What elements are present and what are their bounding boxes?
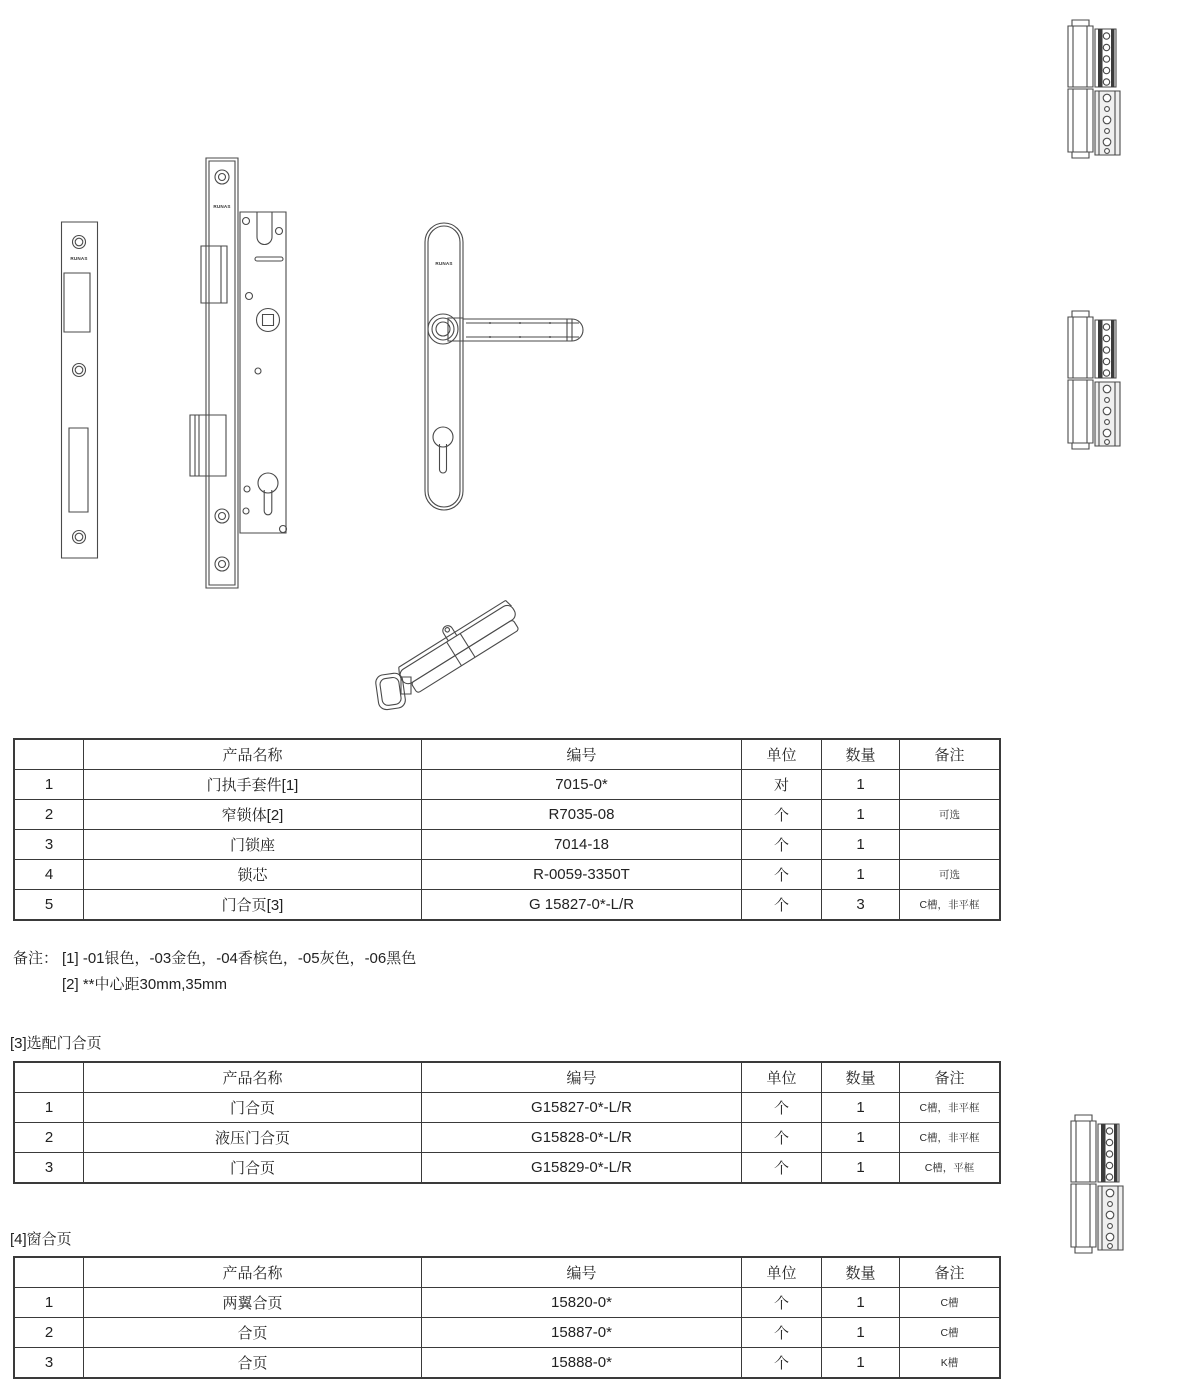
table-row [14, 1348, 1000, 1379]
table-cell: 对 [742, 770, 822, 800]
column-header: 单位 [742, 739, 822, 770]
table-cell: 1 [14, 1093, 84, 1123]
table-cell: G 15827-0*-L/R [422, 890, 742, 921]
table-cell: 3 [14, 1153, 84, 1184]
column-header: 备注 [900, 1257, 1001, 1288]
header-row [14, 739, 1000, 770]
brand-mark: RUNAS [70, 256, 88, 261]
table-row [14, 1093, 1000, 1123]
column-header [14, 739, 84, 770]
remark-cell: K槽 [900, 1348, 1001, 1379]
table-cell: 门执手套件[1] [84, 770, 422, 800]
header-row [14, 1062, 1000, 1093]
table-cell: 个 [742, 830, 822, 860]
remark-cell: C槽 [900, 1288, 1001, 1318]
table-cell: 1 [822, 1093, 900, 1123]
column-header: 备注 [900, 739, 1001, 770]
table-cell: 个 [742, 1153, 822, 1184]
hinge-drawing-bottom [1069, 1114, 1125, 1254]
table-cell: 1 [822, 1318, 900, 1348]
hinge-drawing-middle [1066, 310, 1122, 450]
remark-cell: C槽，非平框 [900, 1093, 1001, 1123]
table-cell: 个 [742, 1348, 822, 1379]
table-cell: 7015-0* [422, 770, 742, 800]
notes-label: 备注： [13, 950, 59, 967]
table-cell: 1 [822, 1288, 900, 1318]
cylinder-drawing [365, 598, 525, 713]
notes-block [13, 946, 416, 998]
hinge-drawing-top [1066, 19, 1122, 159]
table-cell: 15887-0* [422, 1318, 742, 1348]
window-hinge-table [13, 1256, 1001, 1379]
table-cell: 液压门合页 [84, 1123, 422, 1153]
remark-cell: C槽，平框 [900, 1153, 1001, 1184]
table-cell: 2 [14, 1123, 84, 1153]
table-cell: G15828-0*-L/R [422, 1123, 742, 1153]
remark-cell: 可选 [900, 800, 1001, 830]
table-cell: 3 [14, 830, 84, 860]
table-cell: 3 [822, 890, 900, 921]
table-row [14, 800, 1000, 830]
table-cell: 门合页[3] [84, 890, 422, 921]
column-header: 数量 [822, 1257, 900, 1288]
table-row [14, 890, 1000, 921]
handle-drawing [420, 218, 590, 518]
column-header: 备注 [900, 1062, 1001, 1093]
door-hinge-section-title: [3]选配门合页 [10, 1035, 102, 1052]
table-cell: 个 [742, 1123, 822, 1153]
header-row [14, 1257, 1000, 1288]
table-row [14, 860, 1000, 890]
column-header [14, 1062, 84, 1093]
column-header: 编号 [422, 1062, 742, 1093]
remark-cell: 可选 [900, 860, 1001, 890]
brand-mark: RUNAS [435, 261, 453, 266]
table-row [14, 830, 1000, 860]
table-cell: R-0059-3350T [422, 860, 742, 890]
table-cell: 15820-0* [422, 1288, 742, 1318]
table-cell: 15888-0* [422, 1348, 742, 1379]
lock-body-drawing [185, 153, 290, 593]
table-cell: 个 [742, 860, 822, 890]
table-cell: 1 [822, 830, 900, 860]
table-cell: G15827-0*-L/R [422, 1093, 742, 1123]
remark-cell: C槽，非平框 [900, 1123, 1001, 1153]
strike-plate-drawing [60, 220, 100, 560]
table-cell: 1 [14, 1288, 84, 1318]
table-cell: 2 [14, 1318, 84, 1348]
table-cell: 门锁座 [84, 830, 422, 860]
table-cell: 1 [822, 800, 900, 830]
remark-cell [900, 770, 1001, 800]
table-cell: 4 [14, 860, 84, 890]
table-cell: 1 [822, 770, 900, 800]
column-header: 编号 [422, 1257, 742, 1288]
column-header: 产品名称 [84, 1257, 422, 1288]
table-cell: 1 [822, 1153, 900, 1184]
table-cell: 个 [742, 800, 822, 830]
table-cell: 个 [742, 1288, 822, 1318]
note-line: [2] **中心距30mm,35mm [62, 976, 228, 993]
column-header [14, 1257, 84, 1288]
table-row [14, 1153, 1000, 1184]
remark-cell: C槽 [900, 1318, 1001, 1348]
table-cell: 合页 [84, 1348, 422, 1379]
parts-table [13, 738, 1001, 921]
table-cell: 个 [742, 890, 822, 921]
table-cell: 3 [14, 1348, 84, 1379]
table-cell: G15829-0*-L/R [422, 1153, 742, 1184]
table-row [14, 1123, 1000, 1153]
column-header: 数量 [822, 1062, 900, 1093]
column-header: 单位 [742, 1257, 822, 1288]
table-cell: 7014-18 [422, 830, 742, 860]
table-cell: 1 [822, 1348, 900, 1379]
column-header: 数量 [822, 739, 900, 770]
table-cell: 两翼合页 [84, 1288, 422, 1318]
table-cell: 2 [14, 800, 84, 830]
table-cell: 5 [14, 890, 84, 921]
table-cell: 个 [742, 1093, 822, 1123]
table-cell: 门合页 [84, 1093, 422, 1123]
window-hinge-section-title: [4]窗合页 [10, 1231, 72, 1248]
note-line: [1] -01银色，-03金色，-04香槟色，-05灰色，-06黑色 [62, 950, 417, 967]
table-cell: 个 [742, 1318, 822, 1348]
column-header: 产品名称 [84, 739, 422, 770]
table-cell: 锁芯 [84, 860, 422, 890]
remark-cell: C槽，非平框 [900, 890, 1001, 921]
brand-mark: RUNAS [213, 204, 231, 209]
column-header: 编号 [422, 739, 742, 770]
remark-cell [900, 830, 1001, 860]
table-cell: 门合页 [84, 1153, 422, 1184]
table-row [14, 1288, 1000, 1318]
table-cell: 1 [822, 1123, 900, 1153]
door-hinge-table [13, 1061, 1001, 1184]
table-row [14, 1318, 1000, 1348]
table-row [14, 770, 1000, 800]
table-cell: R7035-08 [422, 800, 742, 830]
column-header: 单位 [742, 1062, 822, 1093]
table-cell: 窄锁体[2] [84, 800, 422, 830]
column-header: 产品名称 [84, 1062, 422, 1093]
table-cell: 合页 [84, 1318, 422, 1348]
table-cell: 1 [822, 860, 900, 890]
table-cell: 1 [14, 770, 84, 800]
